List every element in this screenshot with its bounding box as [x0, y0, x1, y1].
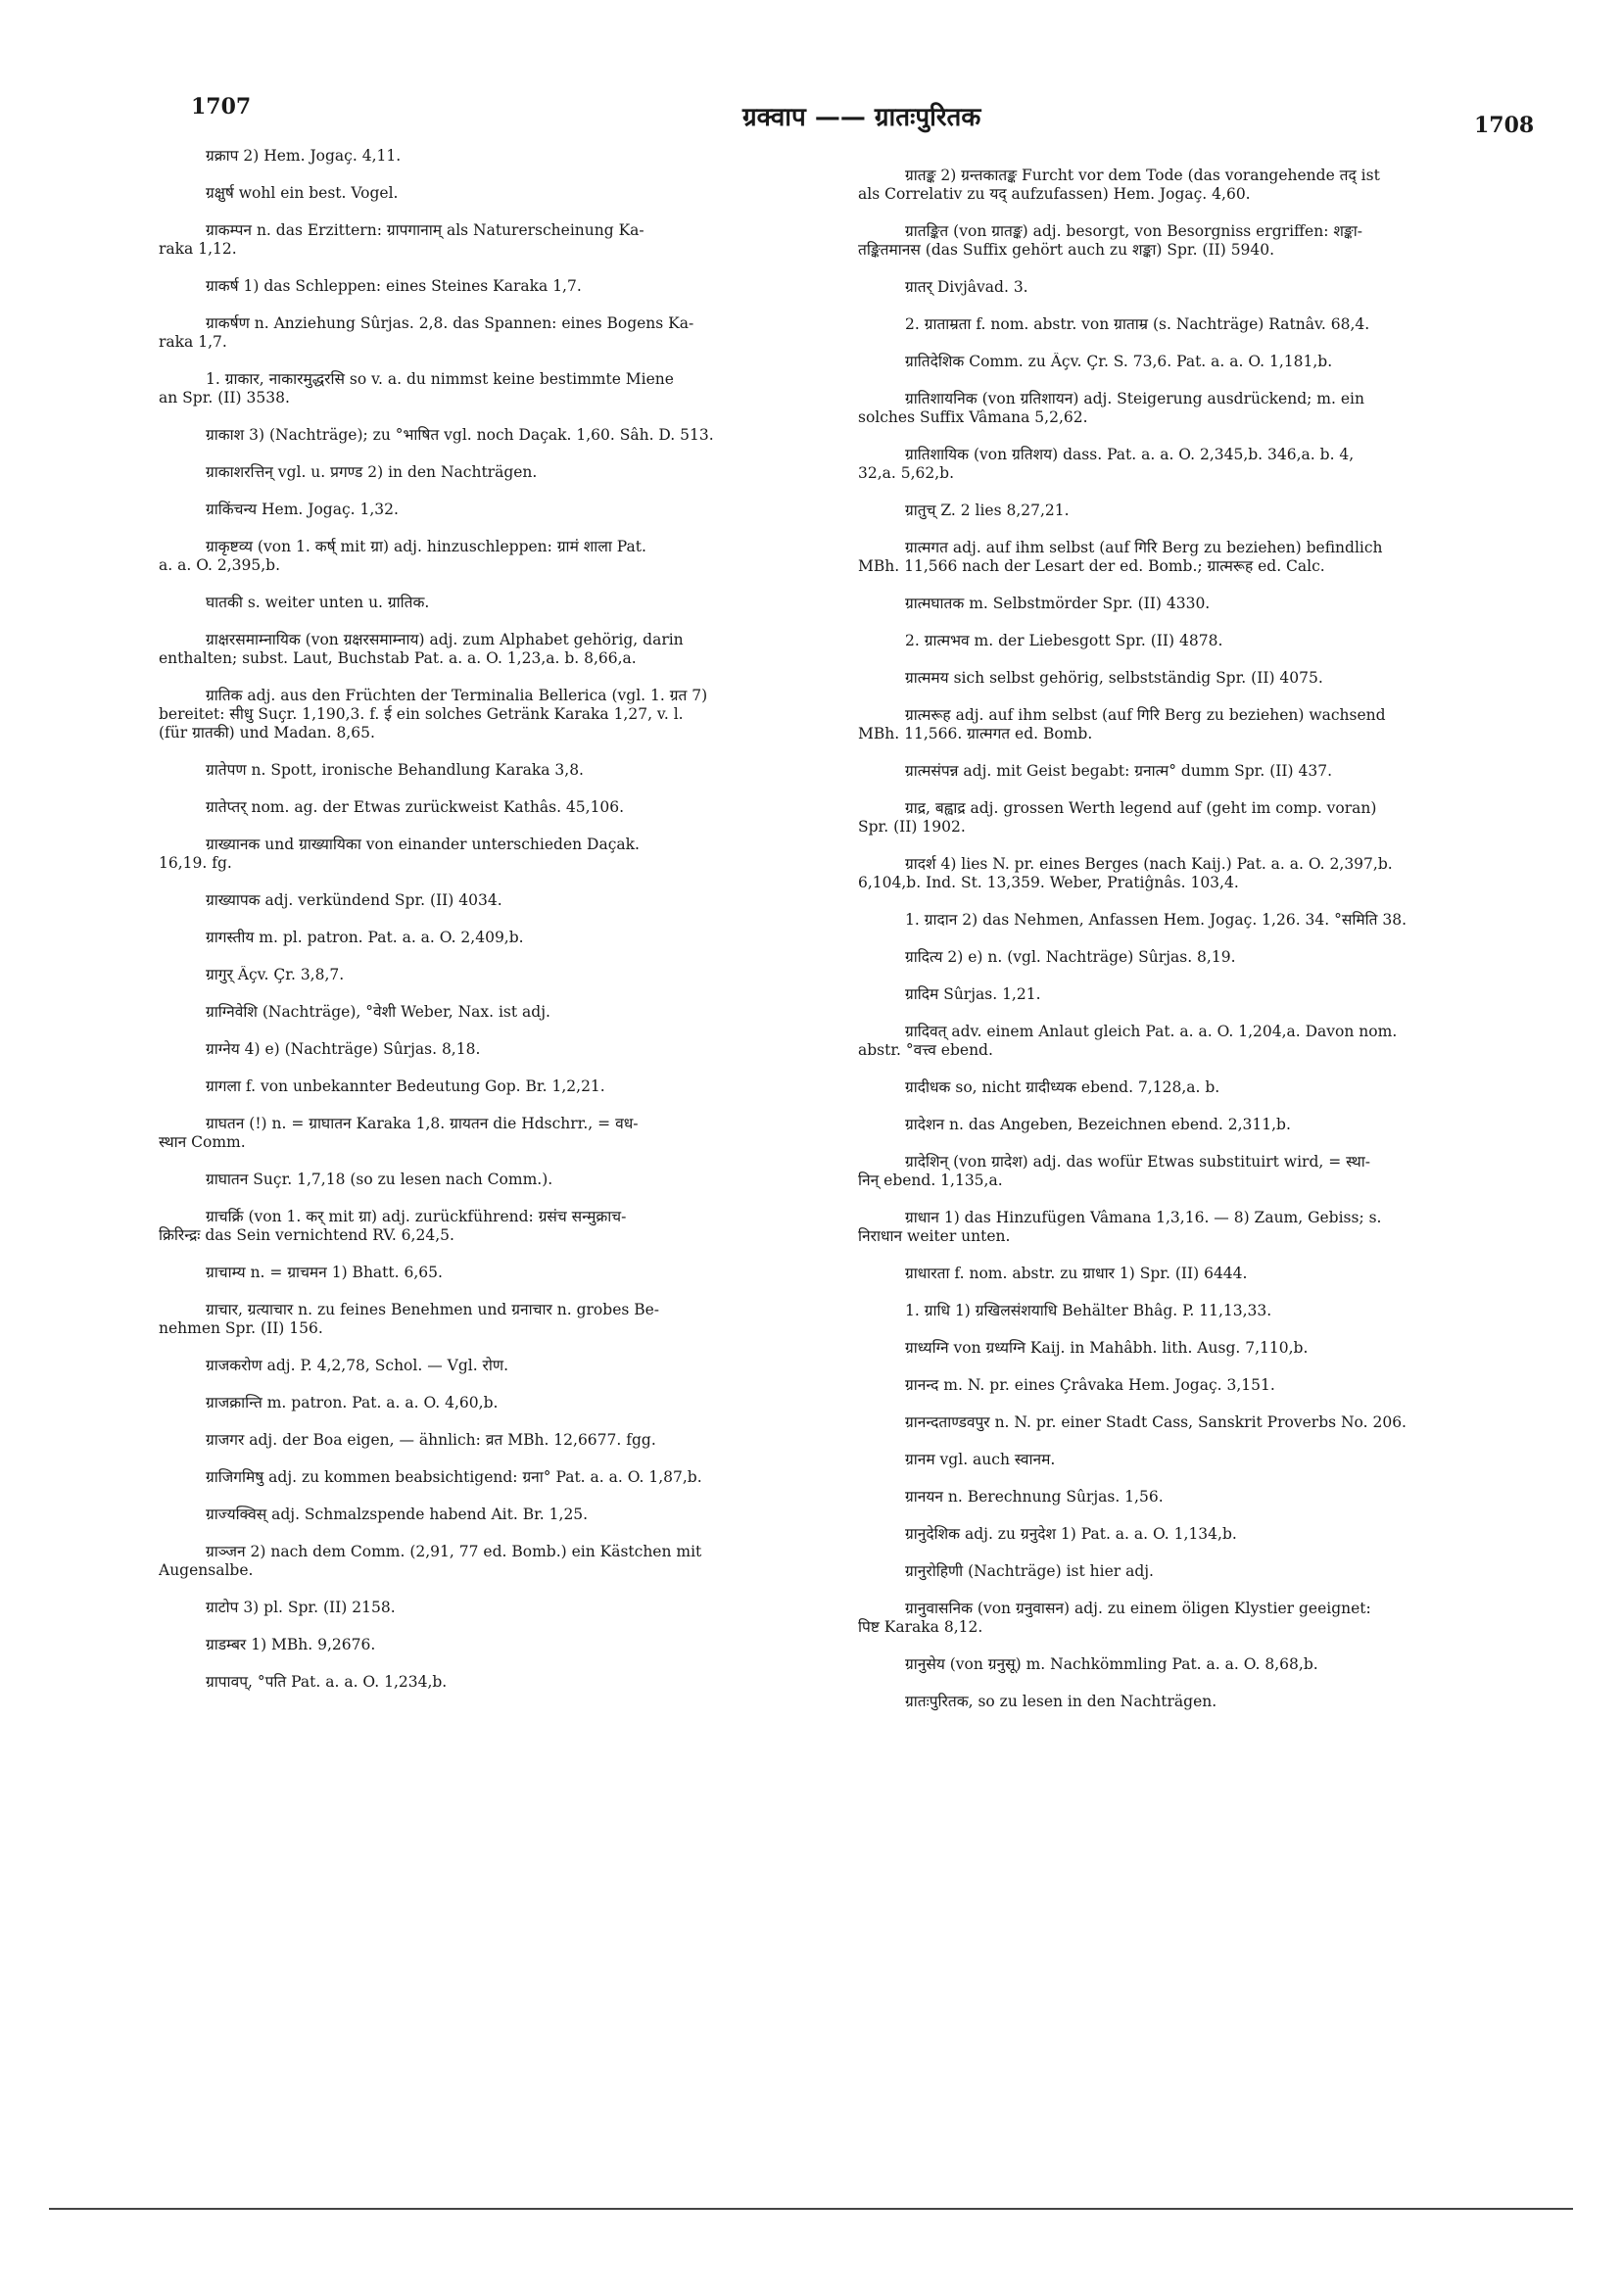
dictionary-entry [159, 891, 825, 910]
dictionary-entry [159, 836, 825, 873]
dictionary-entry [858, 167, 1524, 204]
dictionary-entry [159, 1394, 825, 1412]
entry-line: निन् ebend. 1,135,a. [858, 1172, 1003, 1189]
dictionary-entry [159, 798, 825, 817]
dictionary-entry [858, 1413, 1524, 1432]
dictionary-entry [858, 353, 1524, 371]
dictionary-entry [858, 1023, 1524, 1060]
dictionary-entry [159, 1003, 825, 1022]
entry-line: स्थान Comm. [159, 1133, 246, 1151]
entry-line: ग्राचाम्य n. = ग्राचमन 1) Bhatt. 6,65. [206, 1264, 443, 1281]
entry-line: निराधान weiter unten. [858, 1227, 1011, 1245]
entry-line: ग्राकम्पन n. das Erzittern: ग्रापगानाम् als Naturerscheinung Ka- [206, 221, 644, 239]
left-column [159, 147, 825, 1710]
dictionary-entry [858, 1655, 1524, 1674]
entry-line: a. a. O. 2,395,b. [159, 556, 280, 574]
entry-line: abstr. °वत्त्व ebend. [858, 1041, 993, 1059]
entry-line: ग्रादर्श 4) lies N. pr. eines Berges (nach Kaij.) Pat. a. a. O. 2,397,b. [905, 855, 1393, 873]
dictionary-entry [858, 799, 1524, 837]
entry-line: ग्रातिक adj. aus den Früchten der Terminalia Bellerica (vgl. 1. ग्रत 7) [206, 687, 708, 704]
entry-line: 2. ग्राताम्रता f. nom. abstr. von ग्राताम्र (s. Nachträge) Ratnâv. 68,4. [905, 315, 1370, 333]
dictionary-entry [159, 501, 825, 519]
entry-line: ग्राघातन Suçr. 1,7,18 (so zu lesen nach Comm.). [206, 1171, 553, 1188]
entry-line: ग्राजक्रान्ति m. patron. Pat. a. a. O. 4,60,b. [206, 1394, 499, 1411]
entry-line: ग्राग्निवेशि (Nachträge), °वेशी Weber, Nax. ist adj. [206, 1003, 550, 1021]
entry-line: ग्रात्मसंपन्न adj. mit Geist begabt: ग्रनात्म° dumm Spr. (II) 437. [905, 762, 1333, 780]
dictionary-entry [159, 1543, 825, 1580]
dictionary-entry [159, 1357, 825, 1375]
entry-line: 32,a. 5,62,b. [858, 464, 955, 482]
right-column [858, 167, 1524, 1730]
dictionary-entry [159, 1077, 825, 1096]
entry-line: क्रिरिन्द्रः das Sein vernichtend RV. 6,24,5. [159, 1226, 454, 1244]
dictionary-entry [159, 538, 825, 575]
entry-line: ग्रादेशन n. das Angeben, Bezeichnen ebend. 2,311,b. [905, 1116, 1291, 1133]
dictionary-entry [858, 911, 1524, 930]
entry-line: ग्राद्र, बह्वाद्र adj. grossen Werth legend auf (geht im comp. voran) [905, 799, 1377, 817]
dictionary-entry [159, 314, 825, 352]
dictionary-entry [159, 631, 825, 668]
entry-line: bereitet: सीधु Suçr. 1,190,3. f. ई ein solches Getränk Karaka 1,27, v. l. [159, 705, 684, 723]
entry-line: ग्राग्नेय 4) e) (Nachträge) Sûrjas. 8,18. [206, 1040, 481, 1058]
entry-line: ग्रक्राप 2) Hem. Jogaç. 4,11. [206, 147, 402, 165]
entry-line: MBh. 11,566. ग्रात्मगत ed. Bomb. [858, 725, 1093, 742]
dictionary-entry [159, 1636, 825, 1654]
entry-line: घातकी s. weiter unten u. ग्रातिक. [206, 594, 430, 611]
entry-line: ग्रादेशिन् (von ग्रादेश) adj. das wofür Etwas substituirt wird, = स्था- [905, 1153, 1371, 1171]
dictionary-entry [159, 1115, 825, 1152]
entry-line: an Spr. (II) 3538. [159, 389, 290, 407]
dictionary-entry [159, 687, 825, 742]
entry-line: ग्रात्मघातक m. Selbstmörder Spr. (II) 4330. [905, 595, 1211, 612]
entry-line: ग्राचर्क्रि (von 1. कर् mit ग्रा) adj. zurückführend: ग्रसंच सन्मुक्राच- [206, 1208, 627, 1225]
dictionary-entry [159, 221, 825, 259]
entry-line: ग्रानम vgl. auch स्वानम. [905, 1451, 1056, 1468]
entry-line: ग्राज्यक्विस् adj. Schmalzspende habend Ait. Br. 1,25. [206, 1506, 589, 1523]
dictionary-entry [858, 632, 1524, 650]
entry-line: ग्रानयन n. Berechnung Sûrjas. 1,56. [905, 1488, 1164, 1506]
entry-line: ग्रात्ममय sich selbst gehörig, selbstständig Spr. (II) 4075. [905, 669, 1323, 687]
dictionary-entry [858, 669, 1524, 688]
entry-line: ग्राचार, ग्रत्याचार n. zu feines Benehmen und ग्रनाचार n. grobes Be- [206, 1301, 660, 1318]
dictionary-entry [858, 1525, 1524, 1544]
dictionary-entry [858, 1209, 1524, 1246]
entry-line: ग्रातिशायिक (von ग्रतिशय) dass. Pat. a. a. O. 2,345,b. 346,a. b. 4, [905, 446, 1355, 463]
dictionary-entry [159, 594, 825, 612]
dictionary-entry [858, 222, 1524, 260]
dictionary-entry [159, 1171, 825, 1189]
dictionary-entry [858, 315, 1524, 334]
entry-line: ग्रातिदेशिक Comm. zu Âçv. Çr. S. 73,6. Pat. a. a. O. 1,181,b. [905, 353, 1333, 370]
entry-line: ग्रागला f. von unbekannter Bedeutung Gop. Br. 1,2,21. [206, 1077, 605, 1095]
entry-line: ग्राडम्बर 1) MBh. 9,2676. [206, 1636, 376, 1653]
dictionary-entry [159, 147, 825, 166]
dictionary-entry [858, 1078, 1524, 1097]
dictionary-entry [858, 1376, 1524, 1395]
entry-line: ग्राख्यापक adj. verkündend Spr. (II) 4034. [206, 891, 502, 909]
entry-line: ग्रातङ्क 2) ग्रन्तकातङ्क Furcht vor dem Tode (das vorangehende तद् ist [905, 167, 1380, 184]
entry-line: ग्राकृष्टव्य (von 1. कर्ष् mit ग्रा) adj. hinzuschleppen: ग्रामं शाला Pat. [206, 538, 646, 555]
dictionary-entry [858, 985, 1524, 1004]
entry-line: ग्राकाश 3) (Nachträge); zu °भाषित vgl. noch Daçak. 1,60. Sâh. D. 513. [206, 426, 714, 444]
dictionary-entry [858, 595, 1524, 613]
entry-line: 16,19. fg. [159, 854, 232, 872]
entry-line: 2. ग्रात्मभव m. der Liebesgott Spr. (II) 4878. [905, 632, 1223, 649]
dictionary-entry [858, 1451, 1524, 1469]
dictionary-entry [858, 1116, 1524, 1134]
dictionary-entry [159, 761, 825, 780]
dictionary-entry [858, 1339, 1524, 1358]
entry-line: ग्राञ्जन 2) nach dem Comm. (2,91, 77 ed. Bomb.) ein Kästchen mit [206, 1543, 702, 1560]
entry-line: ग्रादित्य 2) e) n. (vgl. Nachträge) Sûrjas. 8,19. [905, 948, 1236, 966]
entry-line: ग्रातःपुरितक, so zu lesen in den Nachträgen. [905, 1693, 1217, 1710]
entry-line: raka 1,7. [159, 333, 227, 351]
entry-line: solches Suffix Vâmana 5,2,62. [858, 408, 1088, 426]
entry-line: raka 1,12. [159, 240, 237, 258]
entry-line: Augensalbe. [159, 1561, 254, 1579]
dictionary-entry [159, 1599, 825, 1617]
dictionary-entry [159, 426, 825, 445]
entry-line: ग्रागुर् Âçv. Çr. 3,8,7. [206, 966, 345, 983]
dictionary-entry [159, 184, 825, 203]
dictionary-entry [159, 1040, 825, 1059]
dictionary-entry [858, 948, 1524, 967]
entry-line: ग्राख्यानक und ग्राख्यायिका von einander unterschieden Daçak. [206, 836, 640, 853]
entry-line: ग्राटोप 3) pl. Spr. (II) 2158. [206, 1599, 396, 1616]
dictionary-entry [858, 1693, 1524, 1711]
entry-line: ग्रातिशायनिक (von ग्रतिशायन) adj. Steigerung ausdrückend; m. ein [905, 390, 1364, 407]
entry-line: ग्राधारता f. nom. abstr. zu ग्राधार 1) Spr. (II) 6444. [905, 1265, 1248, 1282]
entry-line: ग्रागस्तीय m. pl. patron. Pat. a. a. O. 2,409,b. [206, 929, 524, 946]
entry-line: ग्राजिगमिषु adj. zu kommen beabsichtigend: ग्रना° Pat. a. a. O. 1,87,b. [206, 1468, 702, 1486]
entry-line: ग्रानुसेय (von ग्रनुसू) m. Nachkömmling Pat. a. a. O. 8,68,b. [905, 1655, 1318, 1673]
dictionary-entry [159, 1431, 825, 1450]
dictionary-entry [159, 1506, 825, 1524]
dictionary-entry [858, 390, 1524, 427]
entry-line: ग्राकर्ष 1) das Schleppen: eines Steines Karaka 1,7. [206, 277, 582, 295]
entry-line: ग्राक्षरसमाम्नायिक (von ग्रक्षरसमाम्नाय) adj. zum Alphabet gehörig, darin [206, 631, 684, 648]
entry-line: ग्रातर् Divjâvad. 3. [905, 278, 1028, 296]
entry-line: ग्राजकरोण adj. P. 4,2,78, Schol. — Vgl. रोण. [206, 1357, 509, 1374]
dictionary-entry [159, 1301, 825, 1338]
entry-line: ग्रादीधक so, nicht ग्रादीध्यक ebend. 7,128,a. b. [905, 1078, 1220, 1096]
entry-line: ग्रात्मगत adj. auf ihm selbst (auf गिरि Berg zu beziehen) befindlich [905, 539, 1383, 556]
entry-line: पिष्ट Karaka 8,12. [858, 1618, 983, 1636]
dictionary-entry [159, 1264, 825, 1282]
dictionary-entry [159, 1673, 825, 1692]
page-header [0, 0, 1622, 157]
dictionary-entry [858, 1562, 1524, 1581]
entry-line: 1. ग्राधि 1) ग्रखिलसंशयाधि Behälter Bhâg. P. 11,13,33. [905, 1302, 1272, 1319]
entry-line: ग्रादिम Sûrjas. 1,21. [905, 985, 1041, 1003]
dictionary-entry [858, 278, 1524, 297]
entry-line: ग्रादिवत् adv. einem Anlaut gleich Pat. a. a. O. 1,204,a. Davon nom. [905, 1023, 1398, 1040]
dictionary-entry [159, 277, 825, 296]
dictionary-entry [858, 502, 1524, 520]
dictionary-entry [159, 1208, 825, 1245]
entry-line: ग्रातुच् Z. 2 lies 8,27,21. [905, 502, 1070, 519]
dictionary-entry [858, 1265, 1524, 1283]
entry-line: ग्राकर्षण n. Anziehung Sûrjas. 2,8. das Spannen: eines Bogens Ka- [206, 314, 694, 332]
entry-line: ग्रक्षुर्ष wohl ein best. Vogel. [206, 184, 399, 202]
bottom-rule [49, 2208, 1573, 2210]
page-number-right: 1708 [1474, 113, 1535, 138]
entry-line: ग्रानुरोहिणी (Nachträge) ist hier adj. [905, 1562, 1154, 1580]
dictionary-entry [159, 463, 825, 482]
entry-line: nehmen Spr. (II) 156. [159, 1319, 323, 1337]
dictionary-entry [858, 1488, 1524, 1507]
entry-line: ग्रात्मरूह adj. auf ihm selbst (auf गिरि Berg zu beziehen) wachsend [905, 706, 1386, 724]
entry-line: (für ग्रातकी) und Madan. 8,65. [159, 724, 375, 741]
entry-line: ग्रातेपण n. Spott, ironische Behandlung Karaka 3,8. [206, 761, 584, 779]
entry-line: ग्रानुवासनिक (von ग्रनुवासन) adj. zu einem öligen Klystier geeignet: [905, 1600, 1371, 1617]
entry-line: ग्रातेप्तर् nom. ag. der Etwas zurückweist Kathâs. 45,106. [206, 798, 625, 816]
dictionary-entry [858, 706, 1524, 743]
entry-line: ग्रातङ्कित (von ग्रातङ्क) adj. besorgt, von Besorgniss ergriffen: शङ्का- [905, 222, 1362, 240]
running-title: ग्रक्वाप —— ग्रातःपुरितक [742, 103, 981, 132]
entry-line: 1. ग्राकार, नाकारमुद्धरसि so v. a. du nimmst keine bestimmte Miene [206, 370, 674, 388]
entry-line: ग्रापावप्, °पति Pat. a. a. O. 1,234,b. [206, 1673, 448, 1691]
dictionary-entry [858, 762, 1524, 781]
entry-line: ग्रानन्द m. N. pr. eines Çrâvaka Hem. Jogaç. 3,151. [905, 1376, 1275, 1394]
entry-line: ग्राघतन (!) n. = ग्राघातन Karaka 1,8. ग्रायतन die Hdschrr., = वध- [206, 1115, 639, 1132]
dictionary-entry [858, 1600, 1524, 1637]
dictionary-entry [858, 1153, 1524, 1190]
dictionary-entry [159, 966, 825, 984]
dictionary-entry [159, 1468, 825, 1487]
dictionary-entry [858, 446, 1524, 483]
entry-line: 1. ग्रादान 2) das Nehmen, Anfassen Hem. Jogaç. 1,26. 34. °समिति 38. [905, 911, 1407, 929]
entry-line: enthalten; subst. Laut, Buchstab Pat. a. a. O. 1,23,a. b. 8,66,a. [159, 649, 637, 667]
page-number-left: 1707 [191, 94, 252, 120]
dictionary-entry [858, 1302, 1524, 1320]
dictionary-entry [159, 929, 825, 947]
entry-line: ग्राधान 1) das Hinzufügen Vâmana 1,3,16. — 8) Zaum, Gebiss; s. [905, 1209, 1382, 1226]
entry-line: तङ्कितमानस (das Suffix gehört auch zu शङ्का) Spr. (II) 5940. [858, 241, 1275, 259]
dictionary-entry [858, 539, 1524, 576]
entry-line: ग्रानुदेशिक adj. zu ग्रनुदेश 1) Pat. a. a. O. 1,134,b. [905, 1525, 1237, 1543]
entry-line: als Correlativ zu यद् aufzufassen) Hem. Jogaç. 4,60. [858, 185, 1251, 203]
dictionary-entry [159, 370, 825, 407]
dictionary-entry [858, 855, 1524, 892]
entry-line: MBh. 11,566 nach der Lesart der ed. Bomb.; ग्रात्मरूह ed. Calc. [858, 557, 1325, 575]
entry-line: ग्राकाशरत्तिन् vgl. u. प्रगण्ड 2) in den Nachträgen. [206, 463, 538, 481]
entry-line: ग्राकिंचन्य Hem. Jogaç. 1,32. [206, 501, 399, 518]
entry-line: ग्राजगर adj. der Boa eigen, — ähnlich: व्रत MBh. 12,6677. fgg. [206, 1431, 656, 1449]
entry-line: ग्राध्यग्नि von ग्रध्यग्नि Kaij. in Mahâbh. lith. Ausg. 7,110,b. [905, 1339, 1309, 1357]
entry-line: 6,104,b. Ind. St. 13,359. Weber, Pratiĝnâs. 103,4. [858, 874, 1239, 891]
entry-line: Spr. (II) 1902. [858, 818, 966, 836]
entry-line: ग्रानन्दताण्डवपुर n. N. pr. einer Stadt Cass, Sanskrit Proverbs No. 206. [905, 1413, 1407, 1431]
